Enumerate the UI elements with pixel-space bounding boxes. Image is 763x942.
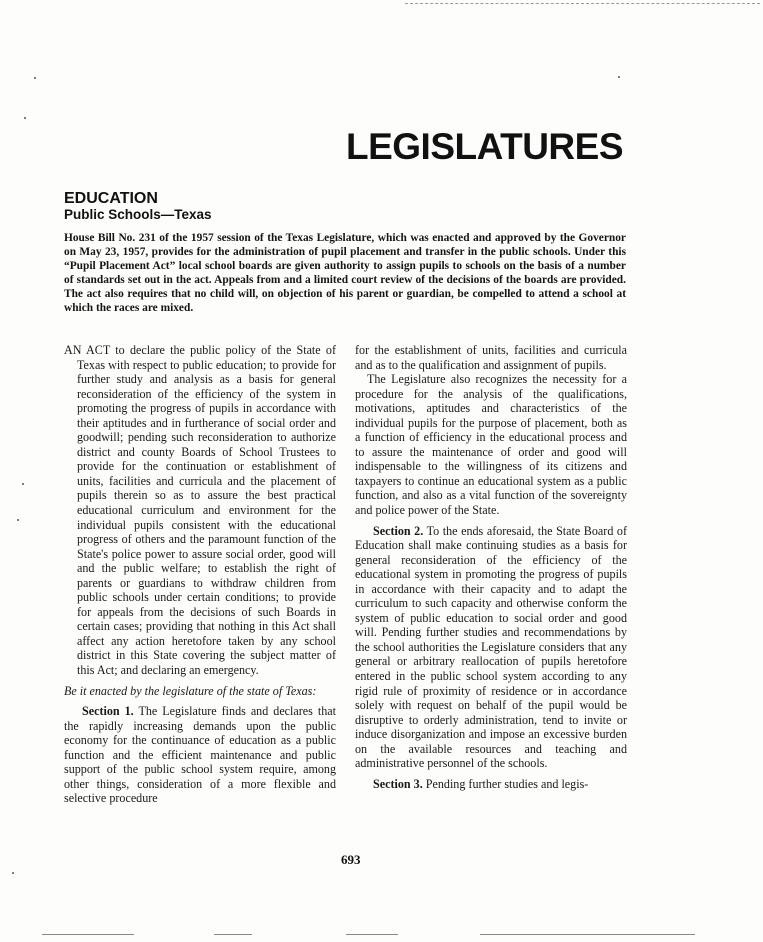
article-summary: House Bill No. 231 of the 1957 session of the Texas Legislature, which was enacted and approved by the Governor on May 23, 1957, provides for the administration of pupil placement and transfer in the public schools. Under this “Pupil Placement Act” local school boards are given authority to assign pupils to schools on the basis of a number of standards set out in the act. Appeals from and a limited court review of the decisions of the boards are provided. The act also requires that no child will, on objection of his parent or guardian, be compelled to attend a school at which the races are mixed. xyxy=(64,232,626,315)
section-3-text: Pending further studies and legis- xyxy=(425,776,589,791)
scan-speck xyxy=(12,872,14,874)
scan-speck xyxy=(24,117,26,119)
left-column xyxy=(64,343,336,806)
section-3 xyxy=(355,777,627,792)
act-title: AN ACT to declare the public policy of the State of Texas with respect to public education; to provide for further study and analysis as a basis for general reconsideration of the efficiency of the system in promoting the progress of pupils in accordance with their aptitudes and in furtherance of social order and goodwill; pending such reconsideration to authorize district and county Boards of School Trustees to provide for the continuation or establishment of units, facilities and curricula and the placement of pupils therein so as to assure the best practical educational curriculum and environment for the individual pupils consistent with the educational progress of others and the paramount function of the State's police power to assure social order, good will and the public welfare; to establish the right of parents or guardians to withdraw children from public schools under certain conditions; to provide for appeals from the decisions of such Boards in certain cases; providing that nothing in this Act shall affect any action heretofore taken by any school district in this State covering the subject matter of this Act; and declaring an emergency. xyxy=(64,343,336,678)
scan-speck xyxy=(22,483,24,485)
top-dashed-rule xyxy=(405,3,760,4)
topic-heading: EDUCATION xyxy=(64,190,158,207)
scan-speck xyxy=(618,76,620,78)
section-1-label: Section 1. xyxy=(82,704,134,719)
section-2-label: Section 2. xyxy=(373,523,424,538)
enacting-clause: Be it enacted by the legislature of the state of Texas: xyxy=(64,683,317,698)
bottom-rule xyxy=(214,934,252,935)
bottom-rule xyxy=(346,934,398,935)
bottom-rule xyxy=(480,934,695,935)
continuation-text: for the establishment of units, facilities and curricula and as to the qualification and assignment of pupils. xyxy=(355,343,627,372)
scan-speck xyxy=(17,519,19,521)
page-number: 693 xyxy=(341,852,361,867)
section-1-text: The Legislature finds and declares that the rapidly increasing demands upon the public economy for the continuance of education as a public function and the efficient maintenance and public support of the public school system require, among other things, consideration of a more flexible and selective procedure xyxy=(64,704,337,806)
scan-speck xyxy=(34,77,36,79)
section-1 xyxy=(64,704,336,806)
bottom-rule xyxy=(42,934,134,935)
section-2 xyxy=(355,524,627,771)
section-heading: LEGISLATURES xyxy=(346,126,623,167)
section-2-text: To the ends aforesaid, the State Board of Education shall make continuing studies as a basis for general reconsideration of the efficiency of the educational system in promoting the progress of pupils in accordance with their capacity and to adapt the curriculum to such capacity and otherwise conform the system of public education to social order and good will. Pending further studies and recommendations by the school authorities the Legislature considers that any general or arbitrary reallocation of pupils heretofore entered in the public school system according to any rigid rule of proximity of residence or in accordance solely with request on behalf of the pupil would be disruptive to orderly administration, tend to invite or induce disorganization and impose an excessive burden on the available resources and teaching and administrative personnel of the schools. xyxy=(355,523,628,771)
paragraph-2: The Legislature also recognizes the necessity for a procedure for the analysis of the qualifications, motivations, aptitudes and characteristics of the individual pupils for the purpose of placement, both as a function of efficiency in the educational process and to assure the maintenance of order and good will indispensable to the willingness of its citizens and taxpayers to continue an educational system as a public function, and also as a vital function of the sovereignty and police power of the State. xyxy=(355,372,627,518)
section-3-label: Section 3. xyxy=(373,776,423,791)
right-column xyxy=(355,343,627,791)
subtopic-heading: Public Schools—Texas xyxy=(64,207,212,222)
